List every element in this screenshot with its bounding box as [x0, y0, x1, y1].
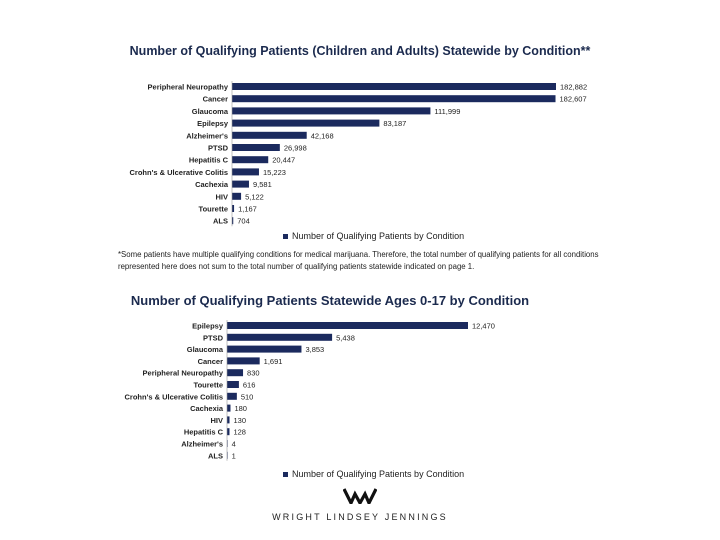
chart-2-value-label: 128 — [233, 427, 246, 437]
chart-2-category-label: PTSD — [202, 333, 223, 343]
chart-2-category-label: Cancer — [197, 356, 223, 366]
chart-1-category-label: Cachexia — [195, 180, 228, 190]
chart-2-bar — [227, 416, 230, 423]
chart-2-category-label: Epilepsy — [192, 321, 223, 331]
chart-2-bar — [227, 405, 230, 412]
chart-1-value-label: 182,882 — [560, 82, 588, 92]
chart-1-bar — [232, 132, 307, 139]
footnote: *Some patients have multiple qualifying conditions for medical marijuana. Therefore, the total number of qualifying patients for all conditions represented here does not sum to the total number of qualifying patients statewide indicated on page 1. — [118, 250, 599, 271]
chart-2-value-label: 1 — [231, 451, 236, 461]
chart-2-bar — [227, 381, 239, 388]
chart-1-value-label: 42,168 — [310, 131, 334, 141]
chart-1-value-label: 182,607 — [559, 94, 587, 104]
chart-1-value-label: 9,581 — [252, 180, 272, 190]
chart-2-category-label: Alzheimer's — [181, 439, 223, 449]
chart-2-value-label: 1,691 — [263, 356, 283, 366]
company-name: WRIGHT LINDSEY JENNINGS — [272, 512, 448, 522]
chart-2-value-label: 180 — [234, 404, 247, 414]
chart-2-category-label: HIV — [210, 415, 223, 425]
chart-2-value-label: 4 — [231, 439, 236, 449]
chart-1-bar — [232, 205, 234, 212]
chart-1-bar — [232, 193, 241, 200]
chart-1-value-label: 111,999 — [434, 106, 461, 116]
chart-2-bar — [227, 346, 301, 353]
chart-2-plot — [0, 316, 720, 466]
chart-1-value-label: 5,122 — [245, 192, 264, 202]
chart-2-category-label: Glaucoma — [186, 345, 223, 355]
chart-2-bar — [227, 334, 332, 341]
chart-1-legend — [283, 231, 464, 241]
chart-1-plot — [0, 78, 720, 228]
chart-1-category-label: Crohn's & Ulcerative Colitis — [129, 167, 228, 177]
chart-2-value-label: 830 — [247, 368, 260, 378]
chart-2-value-label: 3,853 — [305, 345, 325, 355]
chart-2-bar — [227, 393, 237, 400]
chart-2-title: Number of Qualifying Patients Statewide Ages 0-17 by Condition — [130, 293, 530, 308]
chart-2-category-label: Peripheral Neuropathy — [142, 368, 223, 378]
chart-2-value-label: 510 — [240, 392, 254, 402]
chart-2-value-label: 616 — [242, 380, 256, 390]
chart-1-category-label: Tourette — [198, 204, 228, 214]
chart-1-category-label: Alzheimer's — [186, 131, 228, 141]
chart-1-value-label: 83,187 — [383, 119, 407, 129]
chart-1-category-label: Hepatitis C — [188, 155, 228, 165]
chart-1-category-label: ALS — [213, 216, 228, 226]
chart-1-category-label: Epilepsy — [197, 119, 228, 129]
chart-1-bar — [232, 107, 430, 114]
chart-2-legend-label: Number of Qualifying Patients by Condition — [292, 469, 465, 479]
chart-1-value-label: 704 — [237, 216, 250, 226]
chart-1-legend-swatch — [283, 234, 288, 239]
chart-1-value-label: 15,223 — [262, 167, 286, 177]
chart-1-bar — [232, 83, 556, 90]
chart-1-value-label: 1,167 — [238, 204, 257, 214]
chart-2-category-label: Cachexia — [190, 404, 223, 414]
chart-2-value-label: 12,470 — [472, 321, 495, 331]
chart-2-category-label: Hepatitis C — [183, 427, 223, 437]
chart-1-value-label: 20,447 — [272, 155, 296, 165]
chart-2-bar — [227, 322, 468, 329]
chart-1-title: Number of Qualifying Patients (Children and Adults) Statewide by Condition** — [129, 44, 591, 58]
chart-1-bar — [232, 120, 379, 127]
chart-2-legend-swatch — [283, 472, 288, 477]
chart-2-category-label: ALS — [208, 451, 223, 461]
chart-1-bar — [232, 181, 249, 188]
chart-1-bar — [232, 144, 280, 151]
chart-1-value-label: 26,998 — [283, 143, 307, 153]
chart-2-bar — [227, 357, 260, 364]
company-logo — [0, 488, 720, 522]
chart-2-category-label: Tourette — [193, 380, 223, 390]
chart-1-bar — [232, 168, 259, 175]
chart-2-value-label: 5,438 — [336, 333, 355, 343]
chart-2-bar — [227, 428, 229, 435]
chart-2-bar — [227, 369, 243, 376]
chart-1-category-label: Peripheral Neuropathy — [147, 82, 228, 92]
chart-2-category-label: Crohn's & Ulcerative Colitis — [124, 392, 223, 402]
chart-1-category-label: PTSD — [207, 143, 228, 153]
chart-1-legend-label: Number of Qualifying Patients by Condition — [292, 231, 465, 241]
chart-1-bar — [232, 95, 556, 102]
chart-2-legend — [283, 469, 464, 479]
chart-1-bar — [232, 156, 268, 163]
chart-1-category-label: HIV — [215, 192, 228, 202]
chart-1-category-label: Cancer — [202, 94, 228, 104]
chart-2-value-label: 130 — [233, 415, 247, 425]
chart-1-category-label: Glaucoma — [191, 106, 228, 116]
wlj-logo-icon — [343, 488, 377, 504]
